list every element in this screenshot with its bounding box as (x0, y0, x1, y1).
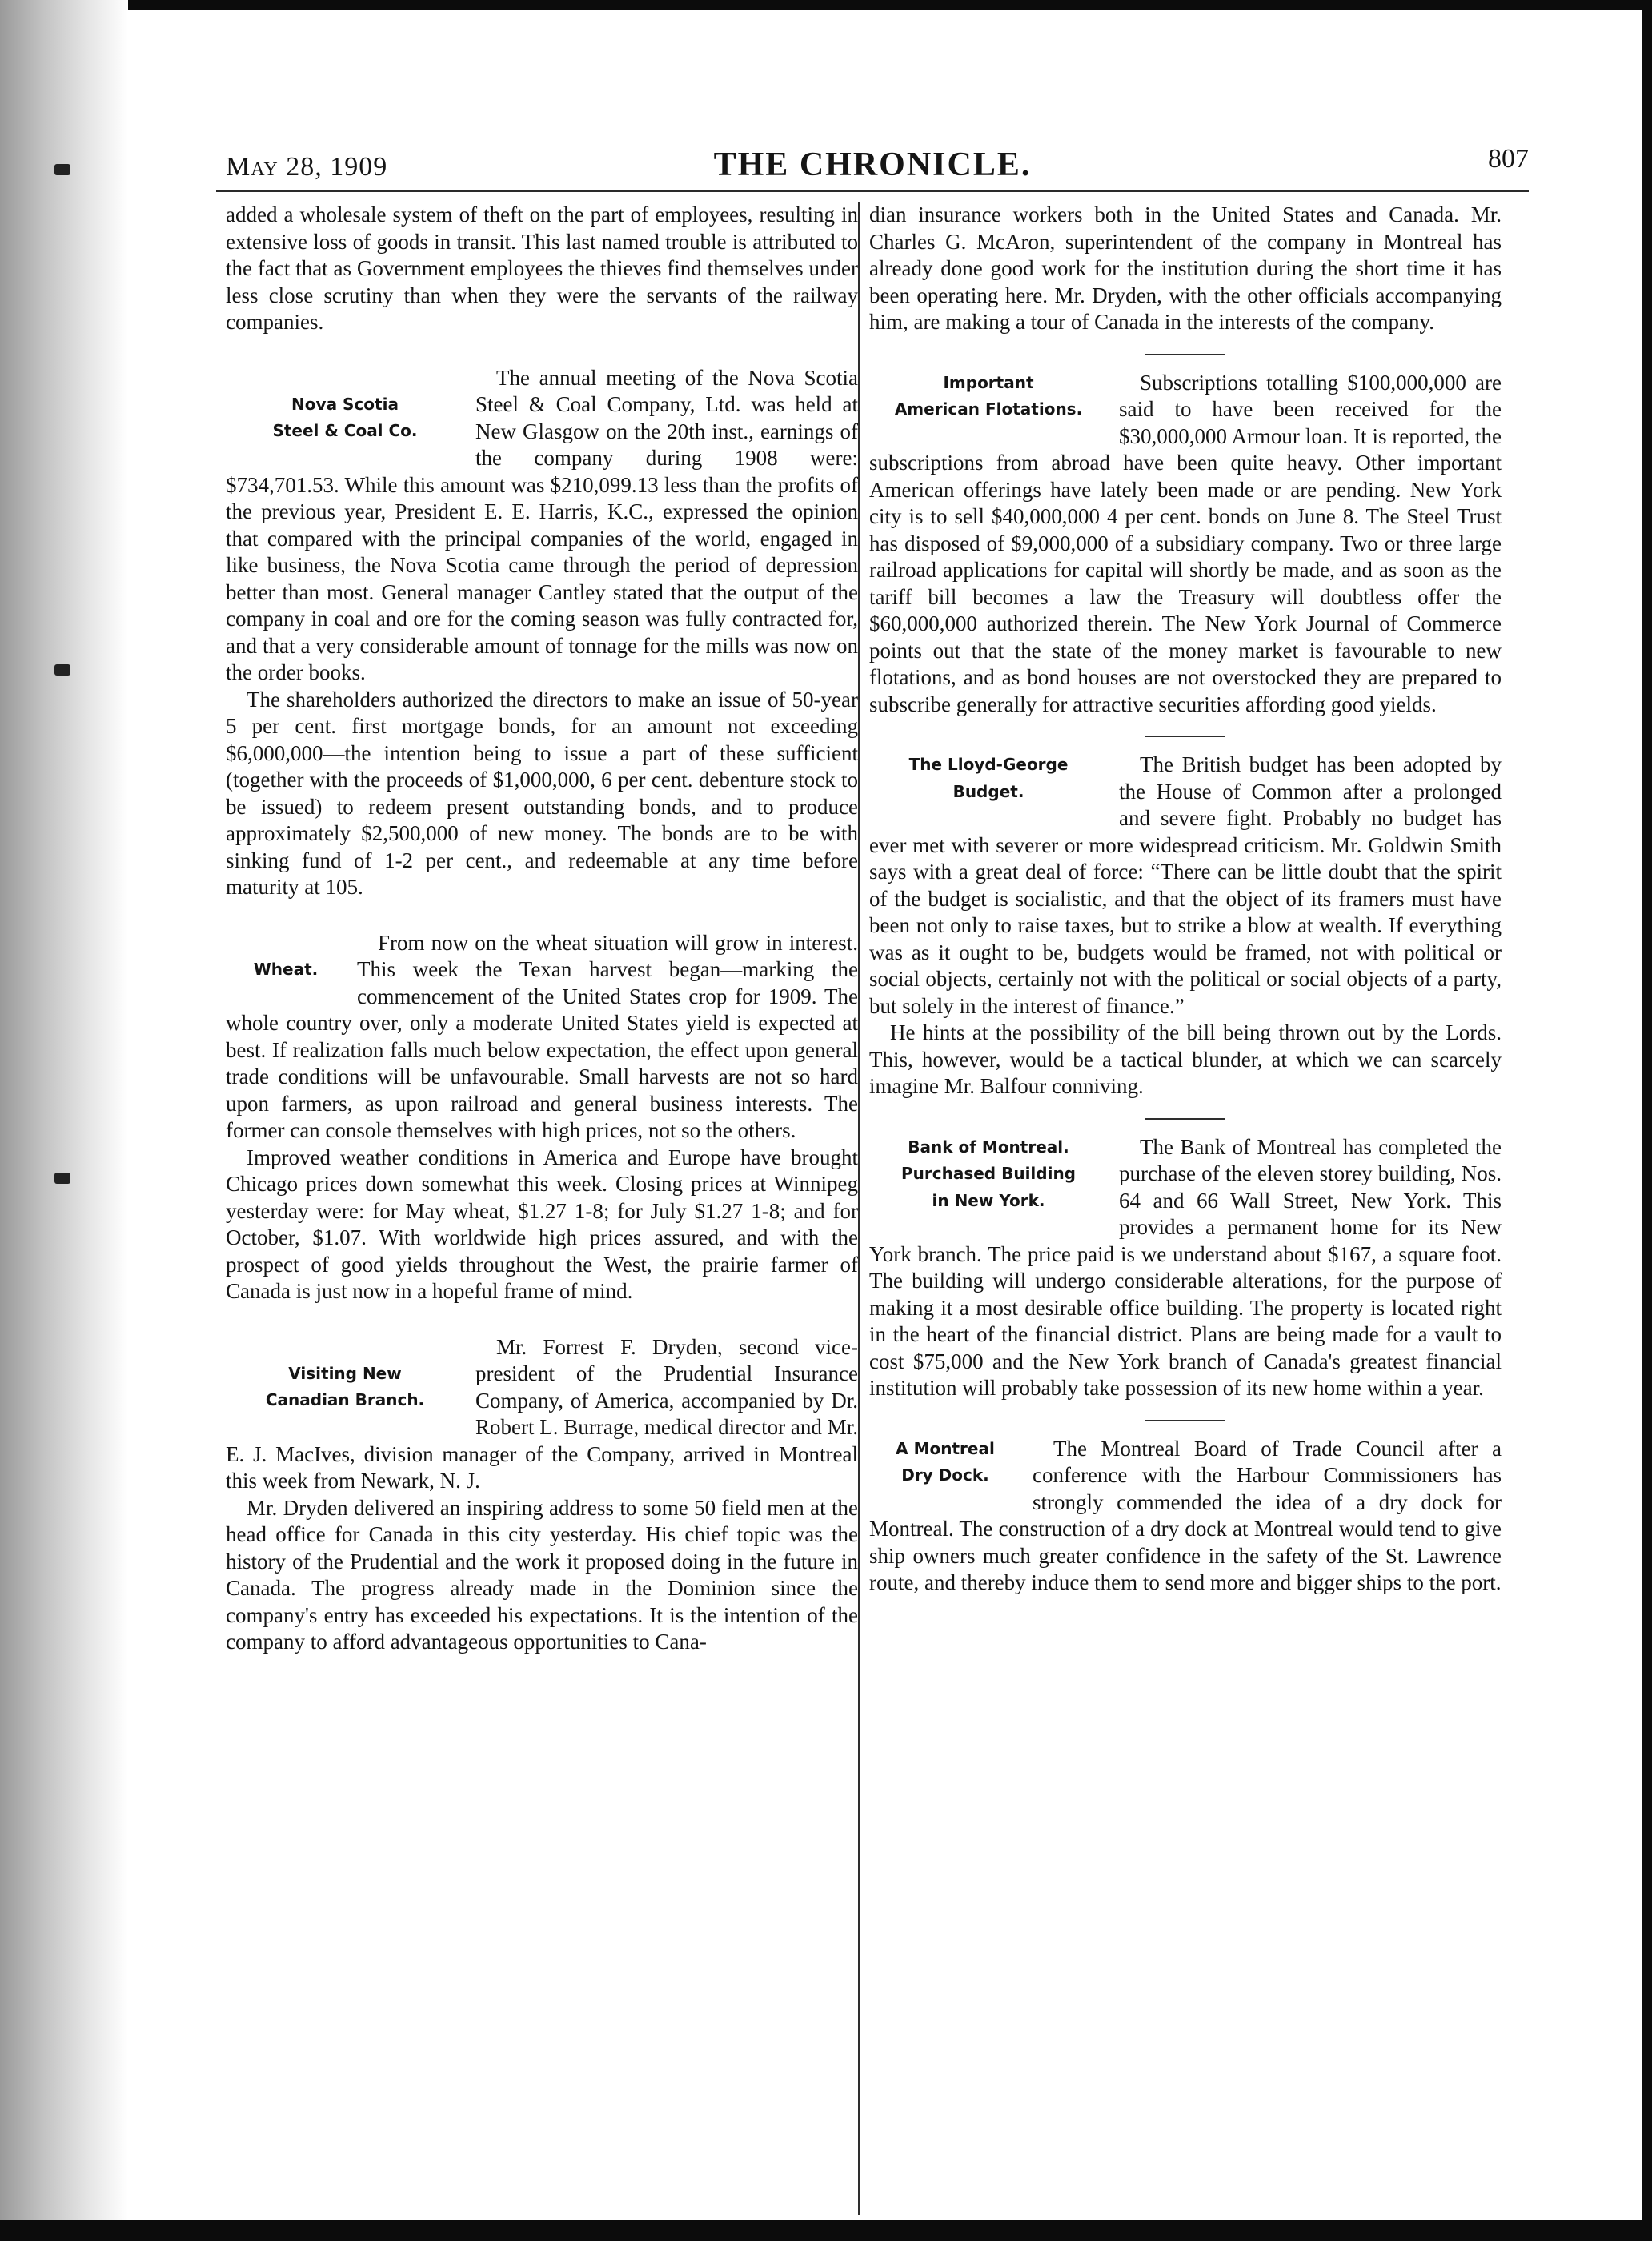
section-rule (1145, 354, 1225, 355)
article-paragraph: The Montreal Board of Trade Council after a conference with the Harbour Commissioners has strongly commended the idea of a dry dock for Montreal. The construction of a dry dock at Montreal would tend to give ship owners much greater confidence in the safety of the St. Lawrence route, and thereby induce them to send more and bigger ships to the port. (869, 1436, 1502, 1594)
article-columns (216, 202, 1529, 2215)
section-rule (1145, 1118, 1225, 1120)
article-nova-scotia (226, 365, 858, 901)
sidehead-american-flotations: Important American Flotations. (894, 372, 1083, 419)
binding-mark (54, 164, 70, 175)
section-rule (1145, 1420, 1225, 1421)
sidehead-montreal-dry-dock: A Montreal Dry Dock. (896, 1438, 995, 1485)
publication-title: THE CHRONICLE. (713, 146, 1032, 183)
article-lloyd-george-budget (869, 752, 1502, 1100)
sidehead-wheat: Wheat. (253, 959, 319, 979)
scan-edge-bottom (0, 2220, 1652, 2241)
continued-paragraph: added a wholesale system of theft on the part of employees, resulting in extensive loss of goods in transit. This last named trouble is attributed to the fact that as Government employees the thieves find themselves under less close scrutiny than when they were the servants of the railway companies. (226, 202, 858, 334)
continued-paragraph: dian insurance workers both in the United States and Canada. Mr. Charles G. McAron, superintendent of the company in Montreal has already done good work for the institution during the short time it has been operating here. Mr. Dryden, with the other officials accompanying him, are making a tour of Canada in the interests of the company. (869, 202, 1502, 334)
binding-shadow (0, 0, 128, 2241)
article-visiting-branch (226, 1334, 858, 1656)
issue-date: May 28, 1909 (226, 152, 388, 182)
article-paragraph: He hints at the possibility of the bill being thrown out by the Lords. This, however, would be a tactical blunder, at which we can scarcely imagine Mr. Balfour conniving. (869, 1020, 1502, 1098)
right-column (860, 202, 1502, 2215)
binding-mark (54, 664, 70, 676)
sidehead-nova-scotia: Nova Scotia Steel & Coal Co. (272, 394, 418, 440)
article-paragraph: The shareholders authorized the directors to make an issue of 50-year 5 per cent. first mortgage bonds, for an amount not exceeding $6,000,000—the intention being to issue a part of these sufficient (together with the proceeds of $1,000,000, 6 per cent. debenture stock to be issued) to redeem present outstanding bonds, and to produce approximately $2,500,000 of new money. The bonds are to be with sinking fund of 1-2 per cent., and redeemable at any time before maturity at 105. (226, 687, 858, 899)
article-paragraph: The British budget has been adopted by the House of Common after a prolonged and severe fight. Probably no budget has ever met with severer or more widespread criticism. Mr. Goldwin Smith says with a great deal of force: “There can be little doubt that the spirit of the budget is socialistic, and that the object of its framers must have been not only to raise taxes, but to strike a blow at wealth. If everything was as it ought to be, budgets would be framed, not with political or social objects, certainly not with the political or social objects of a party, but solely in the interest of finance.” (869, 752, 1502, 1018)
article-paragraph: The Bank of Montreal has completed the purchase of the eleven storey building, Nos. 64 and 66 Wall Street, New York. This provides a permanent home for its New York branch. The price paid is we understand about $167, a square foot. The building will undergo considerable alterations, for the purpose of making it a most desirable office building. The property is located right in the heart of the financial district. Plans are being made for a vault to cost $75,000 and the New York branch of Canada's greatest financial institution will probably take possession of its new home within a year. (869, 1134, 1502, 1400)
left-column (216, 202, 858, 2215)
article-paragraph: Mr. Forrest F. Dryden, second vice-president of the Prudential Insurance Company, of America, accompanied by Dr. Robert L. Burrage, medical director and Mr. E. J. MacIves, division manager of the Company, arrived in Montreal this week from Newark, N. J. (226, 1334, 858, 1493)
article-bank-of-montreal (869, 1134, 1502, 1402)
sidehead-lloyd-george-budget: The Lloyd-George Budget. (908, 755, 1069, 801)
scan-edge-top (0, 0, 1652, 10)
sidehead-visiting-branch: Visiting New Canadian Branch. (265, 1363, 425, 1409)
article-paragraph: Subscriptions totalling $100,000,000 are said to have been received for the $30,000,000 Armour loan. It is reported, the subscriptions from abroad have been quite heavy. Other important American offerings have lately been made or are pending. New York city is to sell $40,000,000 4 per cent. bonds on June 8. The Steel Trust has disposed of $9,000,000 of a subsidiary company. Two or three large railroad applications for capital will shortly be made, and as soon as the tariff bill becomes a law the Treasury will doubtless offer the $60,000,000 authorized therein. The New York Journal of Commerce points out that the state of the money market is favourable to new flotations, and as bond houses are not overstocked they are prepared to subscribe generally for attractive securities affording good yields. (869, 370, 1502, 716)
article-american-flotations (869, 370, 1502, 719)
page-header (216, 142, 1529, 192)
article-wheat (226, 930, 858, 1305)
sidehead-bank-of-montreal: Bank of Montreal. Purchased Building in New York. (900, 1137, 1077, 1210)
page-number: 807 (1488, 144, 1529, 174)
article-paragraph: Mr. Dryden delivered an inspiring address to some 50 field men at the head office for Canada in this city yesterday. His chief topic was the history of the Prudential and the work it proposed doing in the future in Canada. The progress already made in the Dominion since the company's entry has exceeded his expectations. It is the intention of the company to afford advantageous opportunities to Cana- (226, 1495, 858, 1654)
article-montreal-dry-dock (869, 1436, 1502, 1597)
scan-edge-right (1642, 0, 1652, 2241)
article-paragraph: Improved weather conditions in America and Europe have brought Chicago prices down somewhat this week. Closing prices at Winnipeg yesterday were: for May wheat, $1.27 1-8; for July $1.27 1-8; and for October, $1.07. With worldwide high prices assured, and with the prospect of good yields throughout the West, the prairie farmer of Canada is just now in a hopeful frame of mind. (226, 1145, 858, 1303)
newspaper-page (216, 142, 1529, 2215)
binding-mark (54, 1173, 70, 1184)
section-rule (1145, 736, 1225, 737)
article-paragraph: From now on the wheat situation will grow in interest. This week the Texan harvest began—marking the commencement of the United States crop for 1909. The whole country over, only a moderate United States yield is expected at best. If realization falls much below expectation, the effect upon general trade conditions will be unfavourable. Small harvests are not so hard upon farmers, as upon railroad and general business interests. The former can console themselves with high prices, not so the others. (226, 930, 858, 1142)
article-paragraph: The annual meeting of the Nova Scotia Steel & Coal Company, Ltd. was held at New Glasgow on the 20th inst., earnings of the company during 1908 were: $734,701.53. While this amount was $210,099.13 less than the profits of the previous year, President E. E. Harris, K.C., expressed the opinion that compared with the principal companies of the world, engaged in like business, the Nova Scotia came through the period of depression better than most. General manager Cantley stated that the output of the company in coal and ore for the coming season was fully contracted for, and that a very considerable amount of tonnage for the mills was now on the order books. (226, 365, 858, 684)
